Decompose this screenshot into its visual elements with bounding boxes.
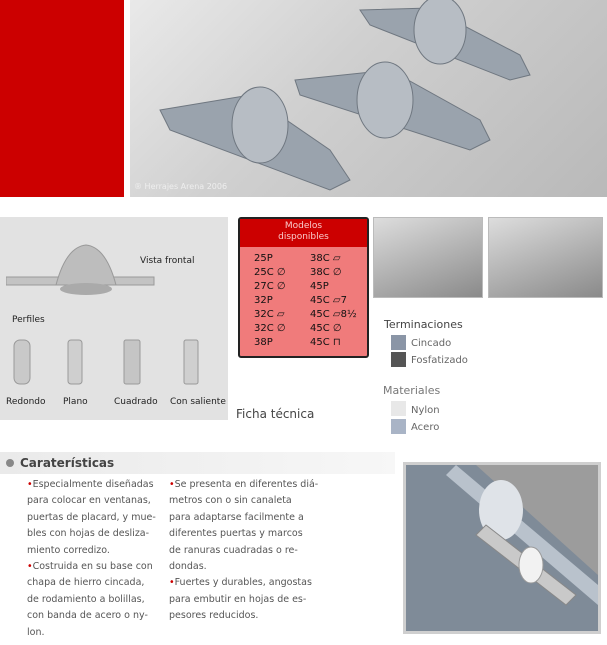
model-item: 27C ∅ (254, 281, 286, 292)
bullet-icon: • (27, 561, 33, 573)
installation-photo (403, 462, 601, 634)
materiales-title: Materiales (383, 384, 441, 397)
detail-photo-1 (373, 217, 483, 298)
brand-color-block (0, 0, 124, 197)
profile-con-saliente: Con saliente (170, 397, 226, 407)
detail-photo-2 (488, 217, 603, 298)
installed-wheel-illustration (406, 465, 598, 631)
model-item: 32C ▱ (254, 309, 285, 320)
acero-swatch (391, 419, 406, 434)
model-item: 45P (310, 281, 329, 292)
nylon-label: Nylon (411, 405, 440, 416)
profile-cuadrado: Cuadrado (114, 397, 158, 407)
model-item: 25C ∅ (254, 267, 286, 278)
profile-plano: Plano (63, 397, 88, 407)
nylon-swatch (391, 401, 406, 416)
bullet-icon: • (27, 479, 33, 490)
cincado-label: Cincado (411, 338, 452, 349)
bullet-icon: • (169, 577, 175, 589)
cincado-swatch (391, 335, 406, 350)
model-item: 32P (254, 295, 273, 306)
models-heading: Modelos disponibles (240, 219, 367, 247)
profiles-label: Perfiles (12, 315, 45, 325)
model-item: 45C ▱8½ (310, 309, 357, 320)
terminaciones-title: Terminaciones (384, 318, 463, 331)
front-view-drawing (6, 237, 156, 297)
features-column-1: •Especialmente diseñadas para colocar en ventanas, puertas de placard, y mue- bles con hojas de desliza- miento corredizo. •Costruida en su base con chapa de hierro cincada, de rodamiento a bolillas, con banda de acero o ny- lon. (27, 479, 156, 638)
model-item: 32C ∅ (254, 323, 286, 334)
hero-credit: ® Herrajes Arena 2006 (134, 182, 228, 191)
fosfatizado-label: Fosfatizado (411, 355, 468, 366)
model-item: 38C ▱ (310, 253, 341, 264)
model-item: 45C ∅ (310, 323, 342, 334)
front-view-label: Vista frontal (140, 256, 195, 266)
models-box (238, 217, 369, 358)
features-column-2: •Se presenta en diferentes diá- metros con o sin canaleta para adaptarse facilmente a diferentes puertas y marcos de ranuras cuadradas o re- dondas. •Fuertes y durables, angostas para embutir en hojas de es- pesores reducidos. (169, 479, 319, 622)
bullet-icon: • (169, 479, 175, 490)
ficha-tecnica-caption: Ficha técnica (236, 407, 315, 421)
profile-redondo: Redondo (6, 397, 46, 407)
acero-label: Acero (411, 422, 440, 433)
wheel-illustration (130, 0, 607, 197)
model-item: 38P (254, 337, 273, 348)
model-item: 45C ⊓ (310, 337, 341, 348)
caracteristicas-title: Caraterísticas (20, 456, 115, 470)
model-item: 45C ▱7 (310, 295, 347, 306)
model-item: 25P (254, 253, 273, 264)
profiles-drawings (0, 336, 228, 391)
hero-product-photo (130, 0, 607, 197)
bullet-icon (6, 459, 14, 467)
model-item: 38C ∅ (310, 267, 342, 278)
fosfatizado-swatch (391, 352, 406, 367)
